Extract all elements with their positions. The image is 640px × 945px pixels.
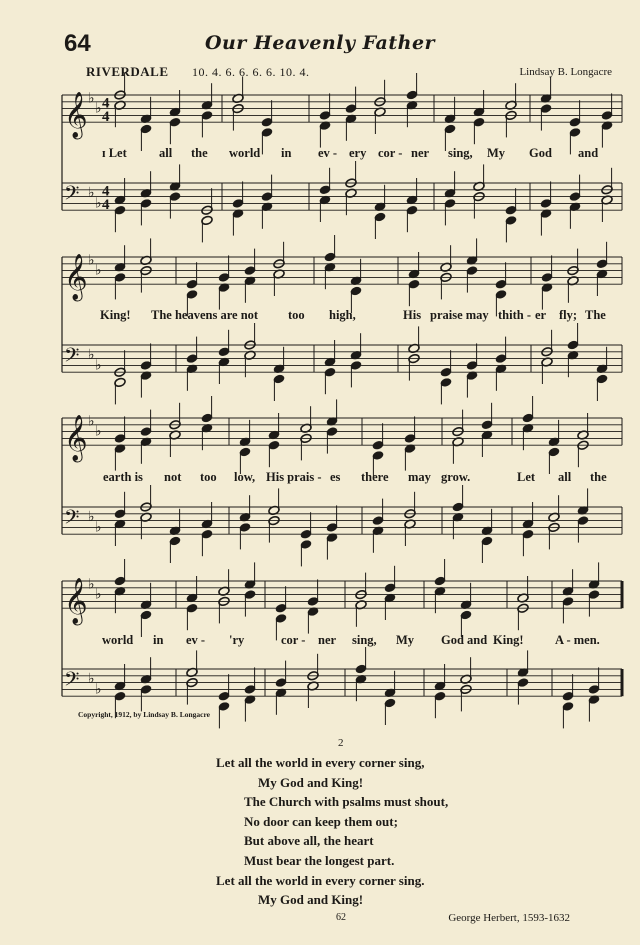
lyric-syllable: in <box>281 146 292 160</box>
flat-icon: ♭ <box>88 671 95 688</box>
hymn-title: Our Heavenly Father <box>204 32 436 54</box>
lyric-syllable: too <box>200 470 217 484</box>
stanza-line: But above all, the heart <box>244 833 374 849</box>
lyric-syllable: grow. <box>441 470 471 484</box>
stanza-line: Must bear the longest part. <box>244 853 395 868</box>
lyric-syllable: My <box>487 146 506 160</box>
lyric-syllable: thith - <box>498 308 531 322</box>
flat-icon: ♭ <box>88 509 95 526</box>
lyric-syllable: and <box>467 633 488 647</box>
lyric-syllable: King! <box>493 633 524 647</box>
flat-icon: ♭ <box>88 185 95 202</box>
flat-icon: ♭ <box>88 252 95 269</box>
lyric-syllable: cor - <box>378 146 403 160</box>
lyric-syllable: ery <box>349 146 367 160</box>
lyric-syllable: cor - <box>281 633 306 647</box>
bass-clef-icon: 𝄢 <box>64 181 80 210</box>
lyric-syllable: in <box>153 633 164 647</box>
lyric-syllable: His <box>403 308 422 322</box>
flat-icon: ♭ <box>88 347 95 364</box>
stanza-line: Let all the world in every corner sing. <box>216 872 425 888</box>
lyric-syllable: all <box>159 146 173 160</box>
page-number: 62 <box>336 912 346 923</box>
lyric-syllable: not <box>164 470 182 484</box>
lyric-syllable: 'ry <box>229 633 245 647</box>
flat-icon: ♭ <box>95 357 102 374</box>
lyric-syllable: the <box>191 146 208 160</box>
hymn-number: 64 <box>64 30 91 57</box>
time-signature: 4 <box>102 95 110 112</box>
lyric-syllable: high, <box>329 308 356 322</box>
time-signature: 4 <box>102 109 110 126</box>
lyric-syllable: sing, <box>352 633 377 647</box>
lyric-syllable: es <box>330 470 341 484</box>
flat-icon: ♭ <box>95 519 102 536</box>
lyric-syllable: ev - <box>186 633 206 647</box>
lyric-syllable: ev - <box>318 146 338 160</box>
lyric-syllable: all <box>558 470 572 484</box>
lyric-syllable: low, <box>234 470 256 484</box>
time-signature: 4 <box>102 183 110 200</box>
treble-clef-icon: 𝄞 <box>64 578 88 625</box>
lyric-syllable: sing, <box>448 146 473 160</box>
flat-icon: ♭ <box>95 195 102 212</box>
lyric-syllable: may <box>408 470 431 484</box>
lyric-syllable: world <box>102 633 134 647</box>
lyric-syllable: The <box>585 308 606 322</box>
lyric-syllable: there <box>361 470 389 484</box>
bass-clef-icon: 𝄢 <box>64 667 80 696</box>
stanza-line: Let all the world in every corner sing, <box>216 755 425 770</box>
lyric-syllable: God <box>441 633 464 647</box>
stanza-number: 2 <box>338 737 344 749</box>
composer: Lindsay B. Longacre <box>519 66 612 78</box>
treble-clef-icon: 𝄞 <box>64 254 88 301</box>
stanza-line: My God and King! <box>258 892 364 908</box>
lyric-syllable: God <box>529 146 552 160</box>
lyric-syllable: ner <box>411 146 430 160</box>
lyric-syllable: ner <box>318 633 337 647</box>
stanza-line: My God and King! <box>258 774 364 790</box>
lyric-syllable: and <box>578 146 599 160</box>
flat-icon: ♭ <box>95 586 102 603</box>
lyric-syllable: King! <box>100 308 131 322</box>
copyright-notice: Copyright, 1912, by Lindsay B. Longacre <box>78 710 210 719</box>
lyric-syllable: ɪ Let <box>102 146 127 160</box>
treble-clef-icon: 𝄞 <box>64 415 88 462</box>
tune-name: RIVERDALE <box>86 64 169 79</box>
flat-icon: ♭ <box>95 681 102 698</box>
treble-clef-icon: 𝄞 <box>64 92 88 139</box>
lyric-syllable: praise may <box>430 308 489 322</box>
lyric-syllable: world <box>229 146 261 160</box>
lyric-syllable: the <box>590 470 607 484</box>
stanza-line: The Church with psalms must shout, <box>244 794 449 810</box>
lyric-syllable: earth is <box>103 470 143 484</box>
bass-clef-icon: 𝄢 <box>64 505 80 534</box>
lyric-syllable: My <box>396 633 415 647</box>
flat-icon: ♭ <box>88 413 95 430</box>
lyric-syllable: Let <box>517 470 536 484</box>
lyric-syllable: fly; <box>559 308 578 322</box>
flat-icon: ♭ <box>95 262 102 279</box>
flat-icon: ♭ <box>88 90 95 107</box>
lyric-syllable: His prais - <box>266 470 322 484</box>
lyric-syllable: er <box>535 308 547 322</box>
time-signature: 4 <box>102 197 110 214</box>
lyric-syllable: The heavens are not <box>151 308 259 322</box>
flat-icon: ♭ <box>88 576 95 593</box>
lyric-syllable: A - men. <box>555 633 600 647</box>
bass-clef-icon: 𝄢 <box>64 343 80 372</box>
lyric-syllable: too <box>288 308 305 322</box>
author: George Herbert, 1593-1632 <box>448 912 570 924</box>
flat-icon: ♭ <box>95 423 102 440</box>
stanza-line: No door can keep them out; <box>244 813 398 829</box>
meter: 10. 4. 6. 6. 6. 6. 10. 4. <box>192 65 310 79</box>
flat-icon: ♭ <box>95 100 102 117</box>
